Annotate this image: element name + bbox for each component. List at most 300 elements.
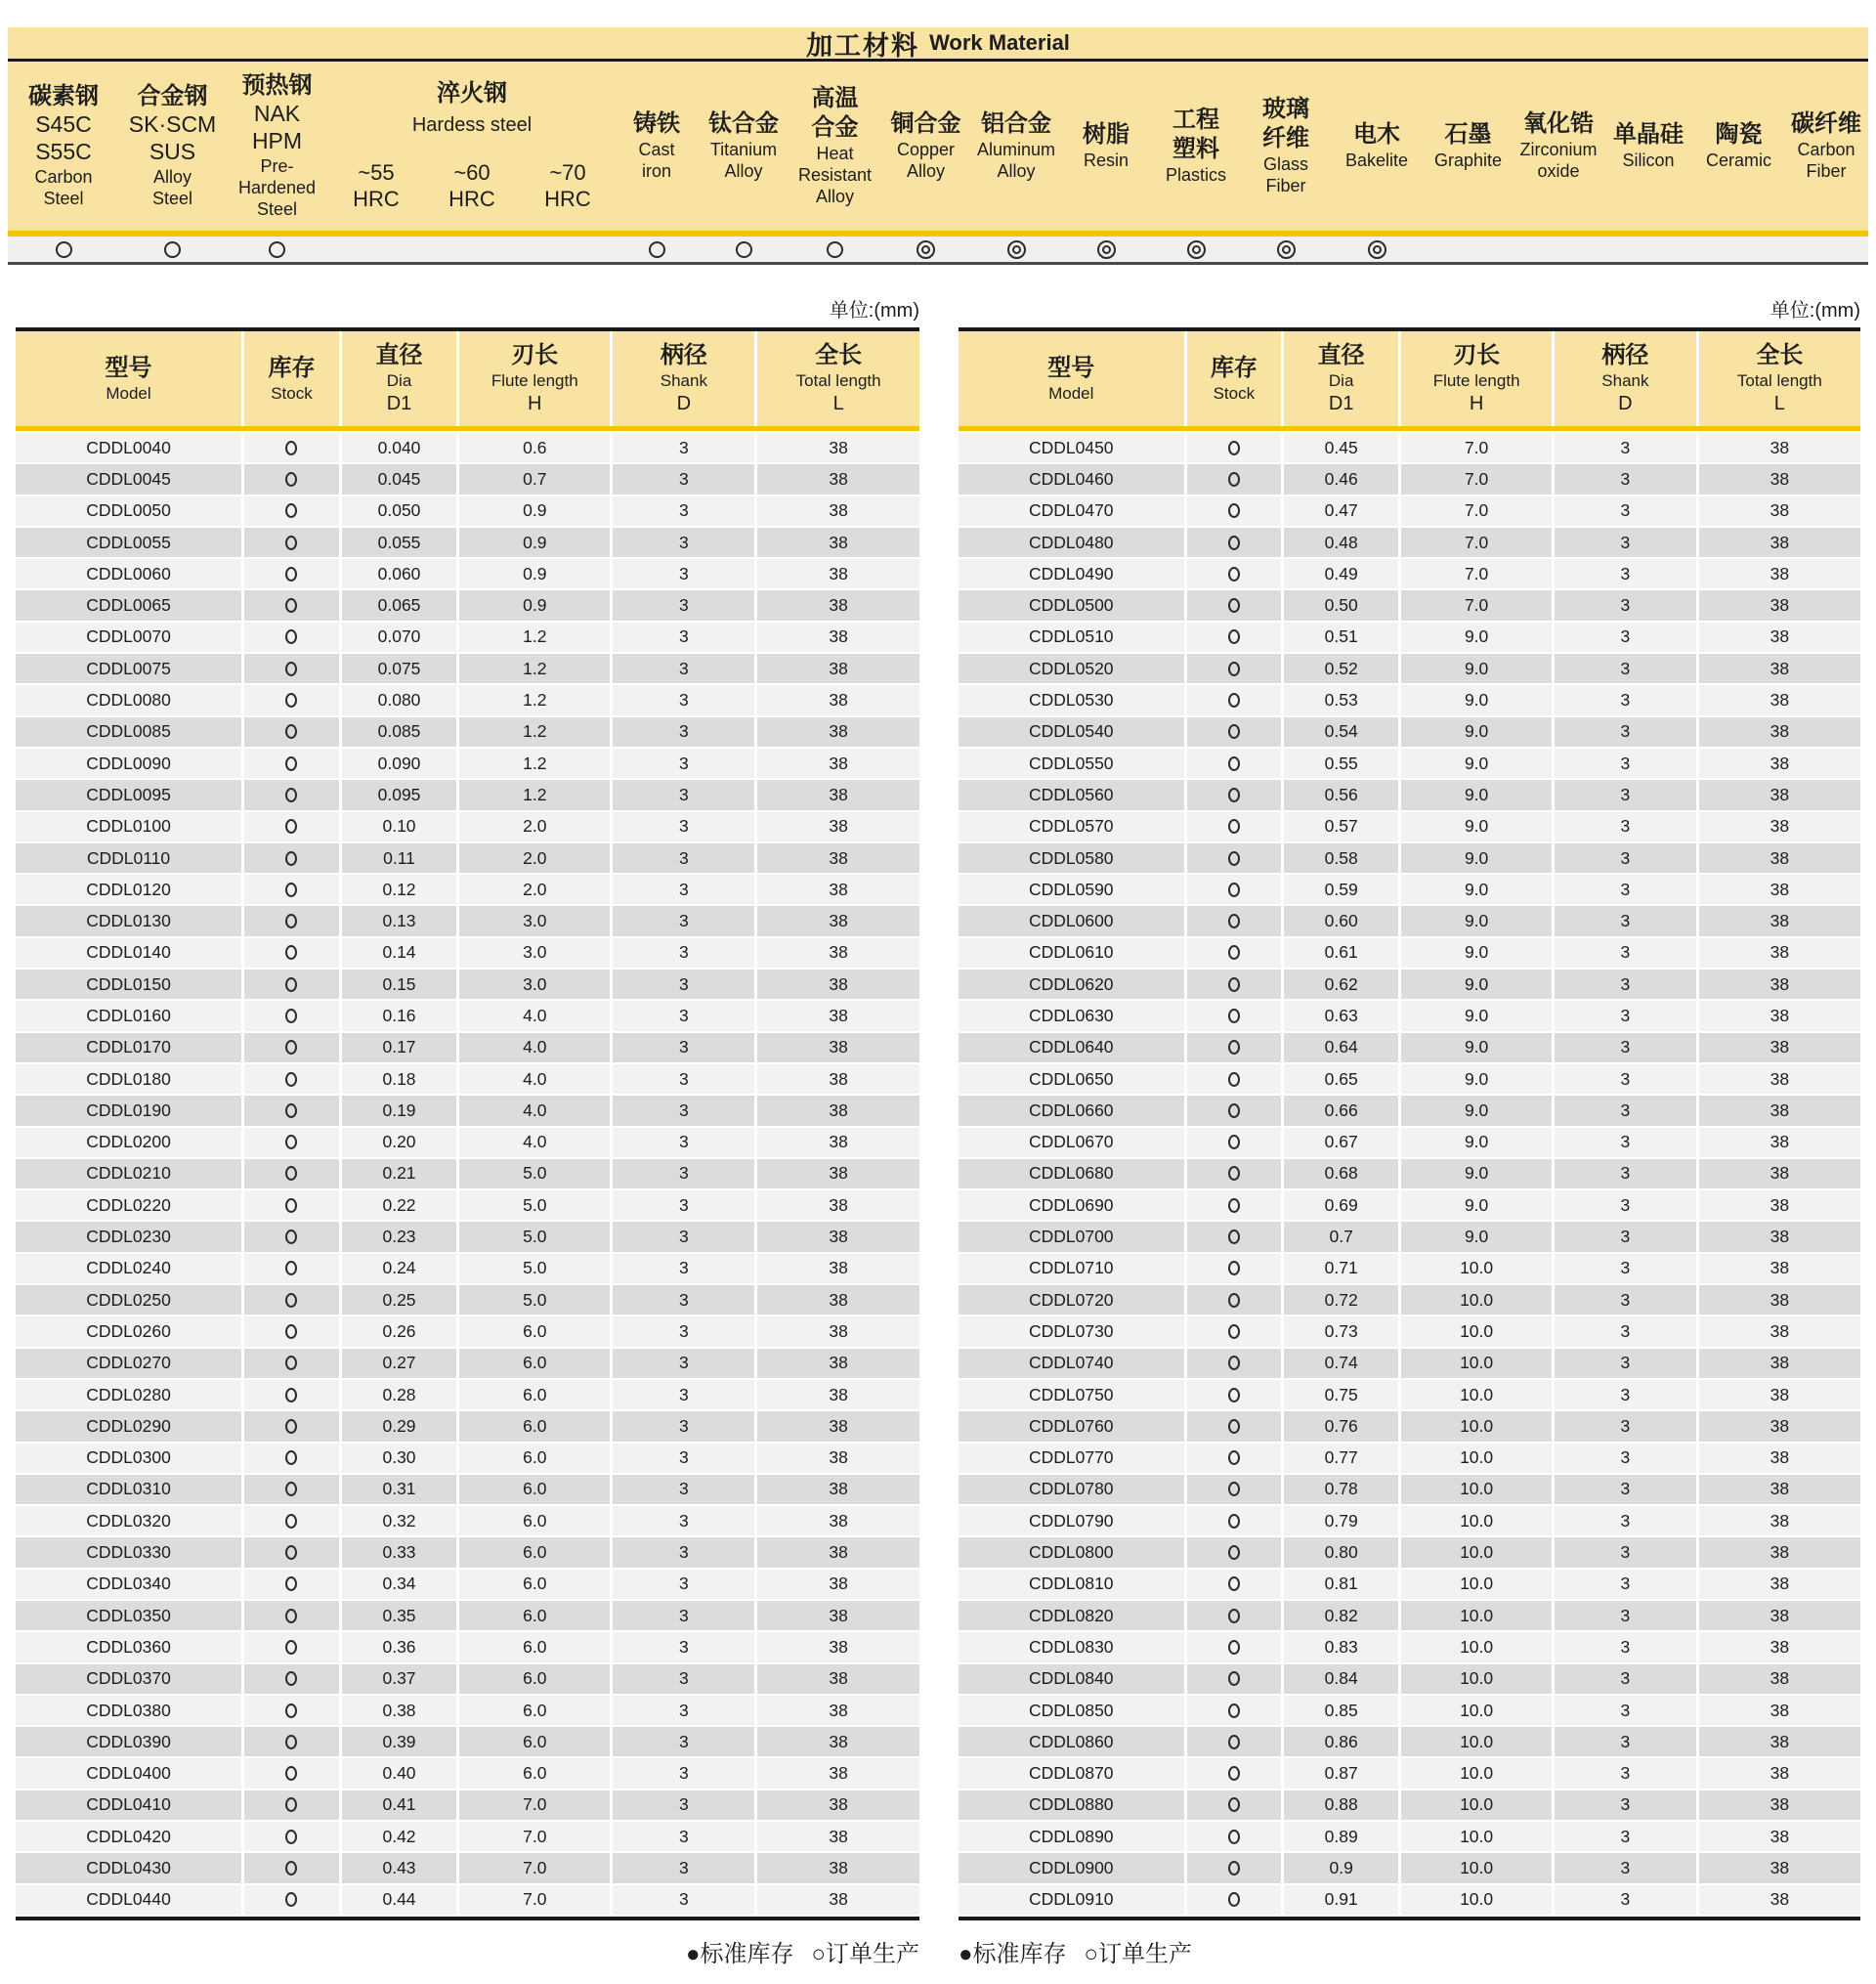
- flute-length-cell: 0.9: [459, 590, 613, 620]
- stock-order-circle-icon: [285, 1830, 297, 1844]
- material-mark: [1331, 240, 1423, 259]
- total-length-cell: 38: [1769, 690, 1790, 711]
- table-row: [959, 938, 1860, 970]
- table-row: [959, 685, 1860, 716]
- shank-cell: 3: [1555, 1349, 1699, 1378]
- column-header-stock: [1187, 331, 1285, 426]
- stock-order-circle-icon: [1228, 567, 1240, 582]
- stock-order-circle-icon: [285, 1766, 297, 1781]
- total-length-cell: 38: [1769, 658, 1790, 678]
- dia-cell: 0.88: [1284, 1790, 1401, 1820]
- model-cell: CDDL0200: [16, 1128, 244, 1157]
- flute-length-cell: 6.0: [459, 1475, 613, 1504]
- shank-cell: 3: [1555, 749, 1699, 778]
- table-row: [16, 590, 919, 622]
- table-header: [959, 331, 1860, 426]
- total-length-cell: 38: [1769, 1826, 1790, 1846]
- material-name-en: Hardess steel: [411, 114, 533, 137]
- stock-order-circle-icon: [1228, 1861, 1240, 1876]
- flute-length-cell: 7.0: [459, 1822, 613, 1851]
- stock-order-circle-icon: [1228, 1040, 1240, 1055]
- model-cell: CDDL0650: [959, 1064, 1187, 1094]
- table-row: [959, 1570, 1860, 1601]
- stock-cell: [244, 1790, 342, 1820]
- model-cell: CDDL0045: [16, 464, 244, 494]
- column-header-dia: [1284, 331, 1401, 426]
- material-mark: [1061, 240, 1151, 259]
- total-length-cell: 38: [1769, 1415, 1790, 1436]
- hardness-subcolumn: [328, 159, 424, 213]
- dia-cell: 0.23: [342, 1222, 459, 1251]
- model-cell: CDDL0250: [16, 1285, 244, 1315]
- shank-header-en: Shank: [660, 371, 707, 391]
- flute-length-cell: 9.0: [1401, 875, 1555, 904]
- shank-cell: 3: [613, 1001, 757, 1030]
- shank-cell: 3: [613, 1190, 757, 1220]
- dia-cell: 0.39: [342, 1727, 459, 1756]
- table-row: [16, 1411, 919, 1443]
- flute-length-cell: 0.9: [459, 528, 613, 557]
- stock-cell: [1187, 1254, 1285, 1283]
- model-cell: CDDL0890: [959, 1822, 1187, 1851]
- stock-order-circle-icon: [285, 1072, 297, 1087]
- model-cell: CDDL0540: [959, 717, 1187, 747]
- shank-cell: 3: [613, 875, 757, 904]
- stock-order-circle-icon: [1228, 914, 1240, 928]
- open-circle-icon: [56, 241, 72, 258]
- model-cell: CDDL0100: [16, 812, 244, 841]
- material-name-en: Glass Fiber: [1262, 153, 1308, 195]
- table-row: [16, 1254, 919, 1285]
- double-circle-icon: [1187, 240, 1206, 259]
- table-row: [16, 780, 919, 811]
- stock-legend-left: [16, 1934, 919, 1968]
- dia-cell: 0.79: [1284, 1506, 1401, 1535]
- stock-cell: [244, 1822, 342, 1851]
- material-column: [1514, 62, 1603, 231]
- stock-cell: [244, 780, 342, 809]
- table-row: [16, 433, 919, 464]
- flute-length-cell: 0.6: [459, 433, 613, 462]
- total-length-cell: 38: [1769, 500, 1790, 521]
- dia-cell: 0.61: [1284, 938, 1401, 968]
- total-length-cell: 38: [829, 1037, 848, 1057]
- stock-cell: [1187, 938, 1285, 968]
- dia-cell: 0.69: [1284, 1190, 1401, 1220]
- dia-header-symbol: D1: [386, 392, 412, 414]
- flute-length-cell: 10.0: [1401, 1444, 1555, 1473]
- total-header-symbol: L: [1773, 392, 1785, 414]
- model-cell: CDDL0610: [959, 938, 1187, 968]
- stock-order-circle-icon: [1228, 629, 1240, 644]
- material-grade: S45C: [35, 111, 92, 138]
- double-circle-icon: [1277, 240, 1296, 259]
- open-circle-icon: [827, 241, 843, 258]
- stock-order-circle-icon: [285, 1198, 297, 1213]
- stock-cell: [244, 1285, 342, 1315]
- material-mark: [616, 241, 698, 258]
- shank-cell: 3: [1555, 1159, 1699, 1188]
- total-length-cell: 38: [829, 1005, 848, 1025]
- total-length-cell: 38: [829, 1258, 848, 1278]
- dia-cell: 0.14: [342, 938, 459, 968]
- material-name-en: Resin: [1083, 151, 1130, 171]
- model-cell: CDDL0060: [16, 559, 244, 588]
- flute-length-cell: 1.2: [459, 780, 613, 809]
- flute-length-cell: 9.0: [1401, 717, 1555, 747]
- material-name-en: Graphite: [1433, 151, 1503, 171]
- table-row: [16, 1190, 919, 1222]
- total-length-cell: 38: [1769, 595, 1790, 616]
- dia-cell: 0.22: [342, 1190, 459, 1220]
- dia-cell: 0.050: [342, 496, 459, 526]
- hardness-label: ~55: [358, 159, 395, 185]
- table-row: [959, 1001, 1860, 1032]
- column-header-shank: [613, 331, 757, 426]
- material-mark: [880, 240, 971, 259]
- flute-length-cell: 9.0: [1401, 938, 1555, 968]
- stock-order-circle-icon: [1228, 1704, 1240, 1718]
- table-row: [959, 1411, 1860, 1443]
- stock-order-circle-icon: [285, 629, 297, 644]
- spec-table-right-panel: [959, 294, 1860, 1968]
- shank-cell: 3: [613, 1159, 757, 1188]
- model-cell: CDDL0190: [16, 1096, 244, 1125]
- flute-length-cell: 6.0: [459, 1696, 613, 1725]
- table-row: [959, 1349, 1860, 1380]
- flute-length-cell: 10.0: [1401, 1853, 1555, 1882]
- shank-cell: 3: [1555, 1537, 1699, 1567]
- material-name-en: Zirconium oxide: [1519, 140, 1598, 182]
- stock-cell: [244, 875, 342, 904]
- stock-cell: [1187, 1190, 1285, 1220]
- total-length-cell: 38: [829, 1731, 848, 1751]
- work-material-applicability-row: [8, 237, 1868, 265]
- dia-header-en: Dia: [1328, 371, 1354, 391]
- flute-length-cell: 2.0: [459, 875, 613, 904]
- stock-order-circle-icon: [1228, 693, 1240, 708]
- dia-cell: 0.80: [1284, 1537, 1401, 1567]
- model-cell: CDDL0510: [959, 623, 1187, 652]
- total-length-cell: 38: [1769, 816, 1790, 837]
- dia-cell: 0.055: [342, 528, 459, 557]
- stock-order-circle-icon: [285, 1735, 297, 1749]
- stock-order-circle-icon: [285, 662, 297, 676]
- stock-cell: [1187, 1096, 1285, 1125]
- flute-length-cell: 9.0: [1401, 1159, 1555, 1188]
- model-cell: CDDL0430: [16, 1853, 244, 1882]
- total-length-cell: 38: [1769, 942, 1790, 963]
- shank-cell: 3: [613, 1727, 757, 1756]
- flute-length-cell: 9.0: [1401, 970, 1555, 999]
- table-row: [16, 623, 919, 654]
- shank-cell: 3: [1555, 1570, 1699, 1599]
- stock-cell: [244, 1885, 342, 1915]
- flute-length-cell: 6.0: [459, 1380, 613, 1409]
- material-name-en: Heat Resistant Alloy: [797, 143, 873, 206]
- table-row: [959, 1254, 1860, 1285]
- shank-cell: 3: [613, 749, 757, 778]
- table-row: [959, 559, 1860, 590]
- stock-order-circle-icon: [285, 1293, 297, 1308]
- stock-cell: [244, 654, 342, 683]
- dia-cell: 0.55: [1284, 749, 1401, 778]
- material-name-cn: 高温: [811, 85, 859, 112]
- shank-cell: 3: [1555, 559, 1699, 588]
- dia-cell: 0.9: [1284, 1853, 1401, 1882]
- stock-cell: [1187, 528, 1285, 557]
- total-length-cell: 38: [829, 1227, 848, 1247]
- stock-order-circle-icon: [285, 1482, 297, 1496]
- model-cell: CDDL0410: [16, 1790, 244, 1820]
- stock-order-circle-icon: [1228, 724, 1240, 739]
- stock-cell: [1187, 1001, 1285, 1030]
- total-length-cell: 38: [829, 1826, 848, 1846]
- shank-cell: 3: [613, 528, 757, 557]
- total-length-cell: 38: [1769, 563, 1790, 583]
- model-cell: CDDL0830: [959, 1632, 1187, 1661]
- dia-cell: 0.48: [1284, 528, 1401, 557]
- dia-cell: 0.27: [342, 1349, 459, 1378]
- material-name-en: Ceramic: [1705, 151, 1771, 171]
- total-length-cell: 38: [1769, 1542, 1790, 1563]
- total-length-cell: 38: [829, 1415, 848, 1436]
- total-length-cell: 38: [829, 1320, 848, 1341]
- model-cell: CDDL0910: [959, 1885, 1187, 1915]
- stock-order-circle-icon: [1228, 1229, 1240, 1244]
- model-cell: CDDL0090: [16, 749, 244, 778]
- dia-cell: 0.64: [1284, 1033, 1401, 1062]
- dia-cell: 0.43: [342, 1853, 459, 1882]
- shank-cell: 3: [1555, 1001, 1699, 1030]
- open-circle-icon: [164, 241, 181, 258]
- table-row: [959, 749, 1860, 780]
- shank-cell: 3: [1555, 938, 1699, 968]
- spec-tables: [16, 294, 1860, 1968]
- stock-order-circle-icon: [285, 1514, 297, 1529]
- table-row: [959, 1853, 1860, 1884]
- stock-cell: [244, 433, 342, 462]
- shank-cell: 3: [613, 685, 757, 714]
- model-cell: CDDL0660: [959, 1096, 1187, 1125]
- table-row: [959, 654, 1860, 685]
- dia-cell: 0.66: [1284, 1096, 1401, 1125]
- table-row: [16, 906, 919, 937]
- model-header-cn: 型号: [1047, 354, 1095, 381]
- stock-cell: [1187, 906, 1285, 935]
- shank-cell: 3: [613, 843, 757, 873]
- total-length-cell: 38: [829, 658, 848, 678]
- shank-cell: 3: [613, 1033, 757, 1062]
- stock-order-circle-icon: [1228, 945, 1240, 960]
- flute-length-cell: 10.0: [1401, 1885, 1555, 1915]
- flute-length-cell: 10.0: [1401, 1664, 1555, 1694]
- material-name-cn: 单晶硅: [1613, 120, 1684, 148]
- total-length-cell: 38: [829, 1636, 848, 1657]
- material-name-en: Aluminum Alloy: [976, 140, 1056, 182]
- dia-cell: 0.74: [1284, 1349, 1401, 1378]
- work-material-title-en: Work Material: [929, 30, 1070, 55]
- model-cell: CDDL0080: [16, 685, 244, 714]
- shank-cell: 3: [1555, 1380, 1699, 1409]
- stock-order-circle-icon: [1228, 1072, 1240, 1087]
- total-length-cell: 38: [829, 753, 848, 773]
- table-row: [16, 1822, 919, 1853]
- dia-cell: 0.19: [342, 1096, 459, 1125]
- column-header-model: [16, 331, 244, 426]
- flute-length-cell: 1.2: [459, 685, 613, 714]
- dia-cell: 0.50: [1284, 590, 1401, 620]
- shank-header-cn: 柄径: [660, 342, 707, 369]
- dia-cell: 0.73: [1284, 1316, 1401, 1346]
- model-cell: CDDL0040: [16, 433, 244, 462]
- stock-cell: [1187, 1128, 1285, 1157]
- shank-header-symbol: D: [676, 392, 692, 414]
- model-cell: CDDL0750: [959, 1380, 1187, 1409]
- stock-order-circle-icon: [285, 1450, 297, 1465]
- flute-length-cell: 6.0: [459, 1537, 613, 1567]
- model-cell: CDDL0480: [959, 528, 1187, 557]
- model-cell: CDDL0230: [16, 1222, 244, 1251]
- shank-cell: 3: [613, 1601, 757, 1630]
- flute-length-cell: 10.0: [1401, 1790, 1555, 1820]
- shank-cell: 3: [613, 1632, 757, 1661]
- model-cell: CDDL0590: [959, 875, 1187, 904]
- model-cell: CDDL0450: [959, 433, 1187, 462]
- material-column: [971, 62, 1061, 231]
- total-length-cell: 38: [829, 1132, 848, 1152]
- model-cell: CDDL0520: [959, 654, 1187, 683]
- material-name-cn: 石墨: [1444, 120, 1492, 148]
- dia-cell: 0.87: [1284, 1758, 1401, 1788]
- flute-length-cell: 9.0: [1401, 1064, 1555, 1094]
- stock-header-en: Stock: [1213, 383, 1256, 403]
- table-row: [959, 464, 1860, 496]
- flute-header-en: Flute length: [1432, 371, 1520, 391]
- shank-cell: 3: [613, 1537, 757, 1567]
- material-grade: NAK: [253, 101, 301, 127]
- material-name-en: Plastics: [1165, 164, 1226, 185]
- shank-cell: 3: [1555, 1033, 1699, 1062]
- shank-cell: 3: [1555, 496, 1699, 526]
- stock-header-en: Stock: [271, 383, 313, 403]
- stock-order-circle-icon: [285, 1229, 297, 1244]
- shank-cell: 3: [613, 433, 757, 462]
- flute-length-cell: 0.9: [459, 559, 613, 588]
- dia-cell: 0.095: [342, 780, 459, 809]
- shank-cell: 3: [613, 970, 757, 999]
- total-length-cell: 38: [1769, 1194, 1790, 1215]
- flute-length-cell: 10.0: [1401, 1632, 1555, 1661]
- model-cell: CDDL0630: [959, 1001, 1187, 1030]
- stock-cell: [244, 1128, 342, 1157]
- stock-cell: [1187, 1033, 1285, 1062]
- shank-cell: 3: [613, 1506, 757, 1535]
- stock-cell: [244, 1190, 342, 1220]
- total-length-cell: 38: [1769, 1605, 1790, 1625]
- dia-cell: 0.84: [1284, 1664, 1401, 1694]
- total-length-cell: 38: [829, 1668, 848, 1689]
- model-cell: CDDL0690: [959, 1190, 1187, 1220]
- total-length-cell: 38: [1769, 879, 1790, 899]
- hardness-label: HRC: [448, 187, 495, 212]
- stock-order-circle-icon: [1228, 1293, 1240, 1308]
- stock-cell: [244, 1853, 342, 1882]
- table-row: [959, 1444, 1860, 1475]
- model-cell: CDDL0210: [16, 1159, 244, 1188]
- table-row: [16, 749, 919, 780]
- shank-cell: 3: [1555, 433, 1699, 462]
- model-cell: CDDL0095: [16, 780, 244, 809]
- hardness-label: ~70: [549, 159, 586, 185]
- dia-cell: 0.080: [342, 685, 459, 714]
- shank-cell: 3: [1555, 875, 1699, 904]
- gold-divider: [16, 426, 919, 431]
- stock-order-circle-icon: [285, 1261, 297, 1275]
- dia-cell: 0.89: [1284, 1822, 1401, 1851]
- flute-length-cell: 9.0: [1401, 685, 1555, 714]
- stock-cell: [244, 590, 342, 620]
- material-column: [1603, 62, 1693, 231]
- model-cell: CDDL0260: [16, 1316, 244, 1346]
- stock-cell: [244, 812, 342, 841]
- material-column: [1784, 62, 1868, 231]
- flute-length-cell: 6.0: [459, 1727, 613, 1756]
- stock-order-circle-icon: [285, 756, 297, 771]
- model-cell: CDDL0870: [959, 1758, 1187, 1788]
- hardness-label: ~60: [453, 159, 490, 185]
- stock-cell: [244, 528, 342, 557]
- stock-order-circle-icon: [285, 472, 297, 487]
- table-row: [959, 1096, 1860, 1127]
- model-cell: CDDL0140: [16, 938, 244, 968]
- hardness-subcolumns: [328, 159, 616, 213]
- model-cell: CDDL0280: [16, 1380, 244, 1409]
- table-row: [16, 1632, 919, 1663]
- flute-length-cell: 10.0: [1401, 1696, 1555, 1725]
- total-length-cell: 38: [1769, 437, 1790, 457]
- dia-cell: 0.54: [1284, 717, 1401, 747]
- stock-cell: [244, 559, 342, 588]
- double-circle-icon: [1007, 240, 1026, 259]
- table-row: [959, 1696, 1860, 1727]
- stock-order-circle-icon: [1228, 441, 1240, 455]
- stock-order-circle-icon: [1228, 851, 1240, 866]
- stock-cell: [1187, 749, 1285, 778]
- stock-cell: [1187, 1853, 1285, 1882]
- flute-length-cell: 9.0: [1401, 654, 1555, 683]
- model-cell: CDDL0810: [959, 1570, 1187, 1599]
- table-row: [16, 1128, 919, 1159]
- gold-divider: [959, 426, 1860, 431]
- table-row: [16, 496, 919, 528]
- material-grade: SUS: [149, 139, 196, 165]
- total-length-cell: 38: [1769, 1100, 1790, 1120]
- dia-cell: 0.045: [342, 464, 459, 494]
- table-row: [959, 1222, 1860, 1253]
- stock-cell: [1187, 1411, 1285, 1441]
- dia-cell: 0.44: [342, 1885, 459, 1915]
- table-row: [16, 1570, 919, 1601]
- table-row: [16, 1064, 919, 1096]
- table-row: [16, 559, 919, 590]
- work-material-columns: [8, 62, 1868, 231]
- total-length-cell: 38: [1769, 1700, 1790, 1720]
- stock-cell: [1187, 1727, 1285, 1756]
- table-row: [959, 1758, 1860, 1790]
- material-name-cn: 陶瓷: [1715, 120, 1763, 148]
- stock-order-circle-icon: [285, 883, 297, 897]
